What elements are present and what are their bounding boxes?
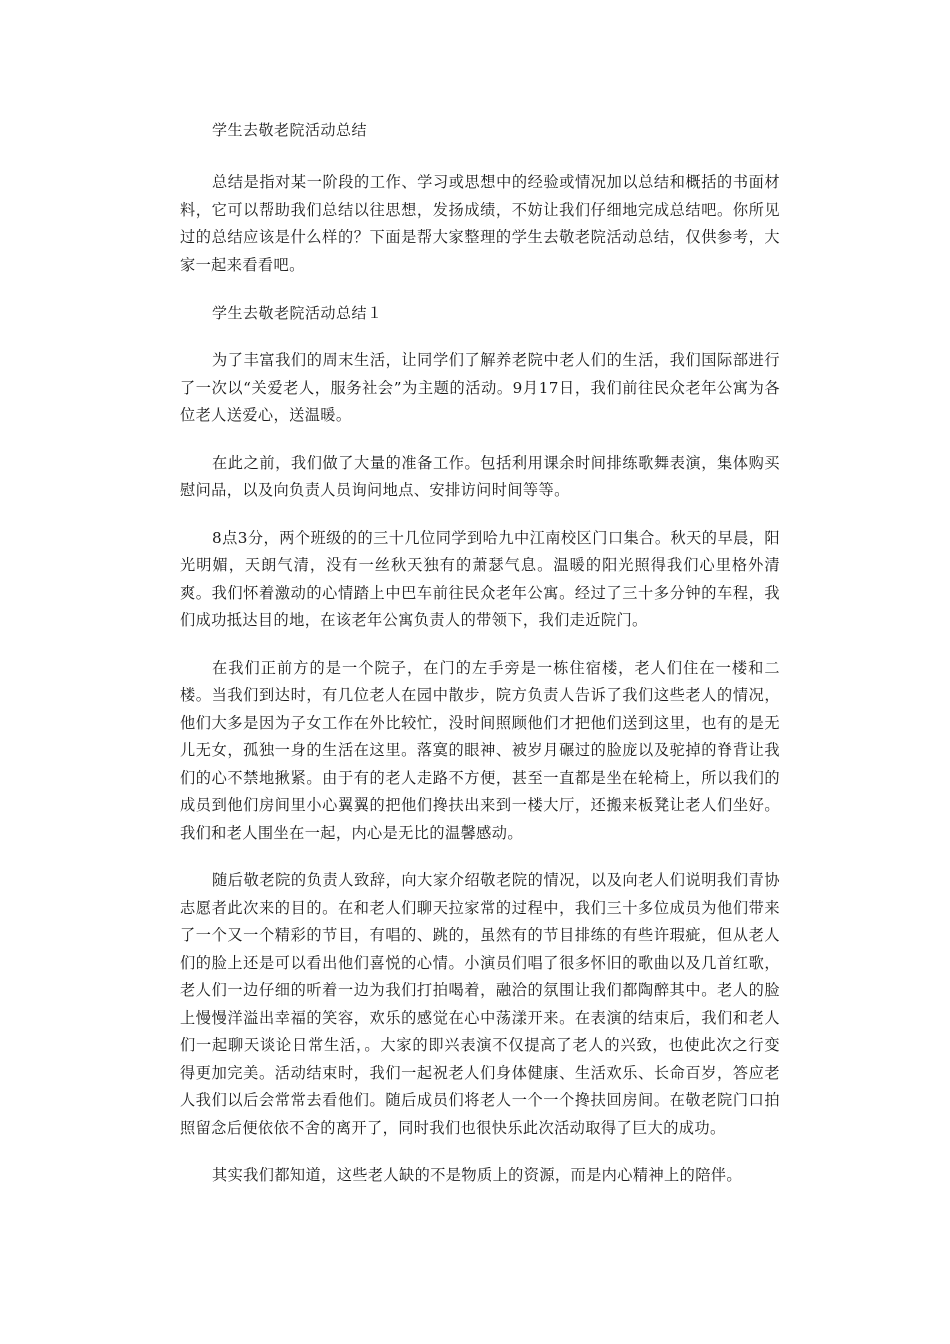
body-paragraph: 为了丰富我们的周末生活，让同学们了解养老院中老人们的生活，我们国际部进行了一次以“关爱老人，服务社会”为主题的活动。9月17日，我们前往民众老年公寓为各位老人送爱心，送温暖。 (180, 351, 780, 424)
body-paragraph: 8点3分，两个班级的的三十几位同学到哈九中江南校区门口集合。秋天的早晨，阳光明媚，天朗气清，没有一丝秋天独有的萧瑟气息。温暖的阳光照得我们心里格外清爽。我们怀着激动的心情踏上中巴车前往民众老年公寓。经过了三十多分钟的车程，我们成功抵达目的地，在该老年公寓负责人的带领下，我们走近院门。 (180, 528, 780, 629)
document-page (180, 118, 780, 1190)
body-paragraph: 随后敬老院的负责人致辞，向大家介绍敬老院的情况，以及向老人们说明我们青协志愿者此次来的目的。在和老人们聊天拉家常的过程中，我们三十多位成员为他们带来了一个又一个精彩的节目，有唱的、跳的，虽然有的节目排练的有些许瑕疵，但从老人们的脸上还是可以看出他们喜悦的心情。小演员们唱了很多怀旧的歌曲以及几首红歌，老人们一边仔细的听着一边为我们打拍喝着，融洽的氛围让我们都陶醉其中。老人的脸上慢慢洋溢出幸福的笑容，欢乐的感觉在心中荡漾开来。在表演的结束后，我们和老人们一起聊天谈论日常生活，。大家的即兴表演不仅提高了老人的兴致，也使此次之行变得更加完美。活动结束时，我们一起祝老人们身体健康、生活欢乐、长命百岁，答应老人我们以后会常常去看他们。随后成员们将老人一个一个搀扶回房间。在敬老院门口拍照留念后便依依不舍的离开了，同时我们也很快乐此次活动取得了巨大的成功。 (180, 871, 780, 1137)
body-paragraph: 在我们正前方的是一个院子，在门的左手旁是一栋住宿楼，老人们住在一楼和二楼。当我们到达时，有几位老人在园中散步，院方负责人告诉了我们这些老人的情况，他们大多是因为子女工作在外比较忙，没时间照顾他们才把他们送到这里，也有的是无儿无女，孤独一身的生活在这里。落寞的眼神、被岁月碾过的脸庞以及驼掉的脊背让我们的心不禁地揪紧。由于有的老人走路不方便，甚至一直都是坐在轮椅上，所以我们的成员到他们房间里小心翼翼的把他们搀扶出来到一楼大厅，还搬来板凳让老人们坐好。我们和老人围坐在一起，内心是无比的温馨感动。 (180, 658, 780, 842)
intro-paragraph: 总结是指对某一阶段的工作、学习或思想中的经验或情况加以总结和概括的书面材料，它可以帮助我们总结以往思想，发扬成绩，不妨让我们仔细地完成总结吧。你所见过的总结应该是什么样的？下面是帮大家整理的学生去敬老院活动总结，仅供参考，大家一起来看看吧。 (180, 173, 780, 274)
body-paragraph: 其实我们都知道，这些老人缺的不是物质上的资源，而是内心精神上的陪伴。 (212, 1166, 742, 1184)
section-title: 学生去敬老院活动总结１ (212, 304, 383, 322)
document-title: 学生去敬老院活动总结 (212, 121, 368, 139)
body-paragraph: 在此之前，我们做了大量的准备工作。包括利用课余时间排练歌舞表演，集体购买慰问品，以及向负责人员询问地点、安排访问时间等等。 (180, 453, 780, 499)
